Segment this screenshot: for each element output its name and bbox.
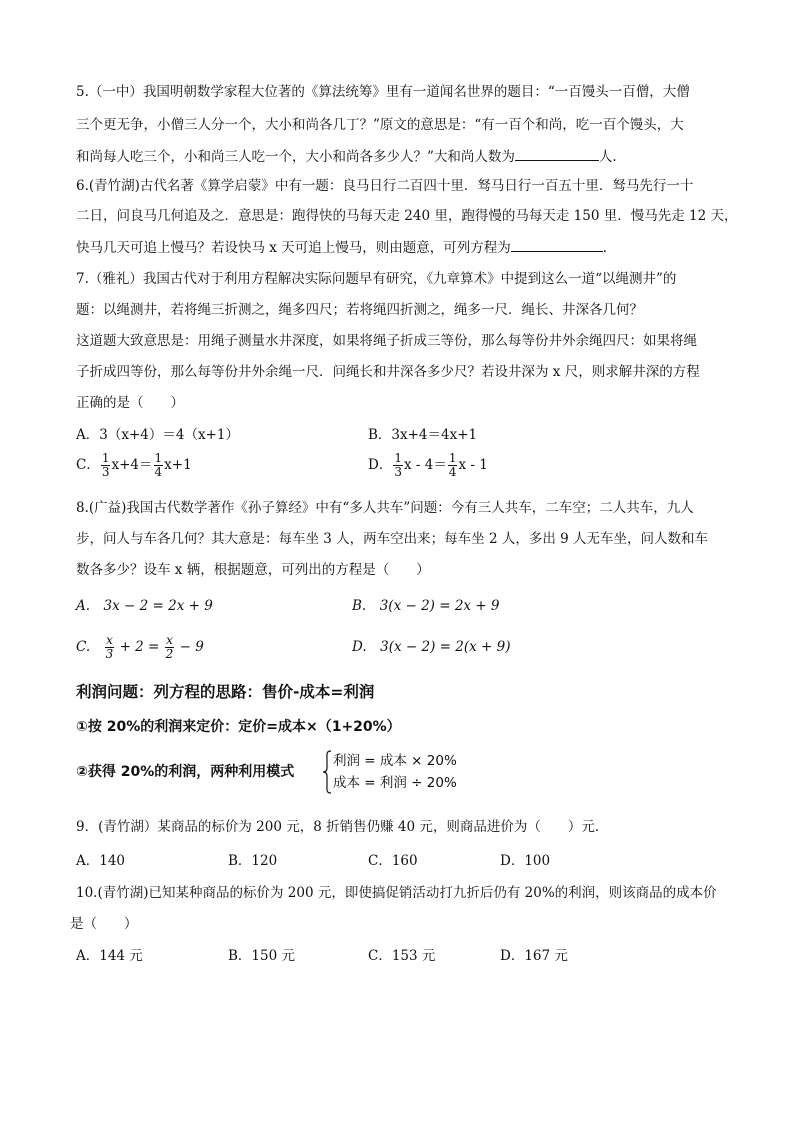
q10-option-b[interactable]: B．150 元 bbox=[228, 948, 295, 964]
q9-option-a[interactable]: A．140 bbox=[76, 853, 126, 869]
denominator: 2 bbox=[165, 647, 174, 661]
denominator: 3 bbox=[394, 465, 402, 479]
profit-rule-2: ②获得 20%的利润，两种利用模式 bbox=[76, 764, 295, 780]
q7-line-4: 子折成四等份，那么每等份井外余绳一尺．问绳长和井深各多少尺？若设井深为 x 尺，则求解井深的方程 bbox=[76, 364, 700, 380]
denominator: 4 bbox=[448, 465, 457, 479]
q8-option-a[interactable]: A. 3x − 2 = 2x + 9 bbox=[76, 598, 213, 614]
numerator: 1 bbox=[394, 451, 402, 465]
q7-d-fraction-2 bbox=[448, 452, 458, 479]
q5-line-3-end: 人. bbox=[598, 149, 617, 165]
profit-formulas bbox=[333, 750, 457, 794]
q7-c-fraction-2 bbox=[154, 452, 164, 479]
numerator: x bbox=[106, 633, 113, 647]
q7-option-d-label: D． bbox=[368, 457, 393, 473]
left-brace-icon bbox=[322, 750, 332, 794]
q7-d-fraction-1 bbox=[393, 452, 403, 479]
q9-option-d[interactable]: D．100 bbox=[500, 853, 551, 869]
q7-option-c[interactable] bbox=[76, 452, 192, 479]
q10-line-1: 10.(青竹湖)已知某种商品的标价为 200 元，即使搞促销活动打九折后仍有 20%的利润，则该商品的成本价 bbox=[76, 885, 717, 901]
q7-option-c-end: x+1 bbox=[164, 457, 192, 473]
denominator: 3 bbox=[101, 465, 110, 479]
q7-option-d[interactable] bbox=[368, 452, 488, 479]
denominator: 3 bbox=[105, 647, 114, 661]
q8-option-c-label: C. bbox=[76, 639, 104, 655]
q7-line-2: 题：以绳测井，若将绳三折测之，绳多四尺；若将绳四折测之，绳多一尺．绳长、井深各几何？ bbox=[76, 302, 643, 318]
q8-c-fraction-2 bbox=[165, 634, 175, 661]
numerator: 1 bbox=[448, 451, 457, 465]
q10-option-a[interactable]: A．144 元 bbox=[76, 948, 143, 964]
q6-line-2: 二日，问良马几何追及之．意思是：跑得快的马每天走 240 里，跑得慢的马每天走 150 里．慢马先走 12 天， bbox=[76, 208, 738, 224]
q7-option-c-label: C． bbox=[76, 457, 100, 473]
q8-line-3: 数各多少？设车 x 辆，根据题意，可列出的方程是（ ） bbox=[76, 562, 430, 578]
q8-c-fraction-1 bbox=[105, 634, 115, 661]
numerator: 1 bbox=[154, 451, 163, 465]
numerator: 1 bbox=[101, 451, 110, 465]
q5-line-1: 5.（一中）我国明朝数学家程大位著的《算法统筹》里有一道闻名世界的题目：“一百馒头一百僧，大僧 bbox=[76, 84, 690, 100]
q6-line-1: 6.(青竹湖)古代名著《算学启蒙》中有一题：良马日行二百四十里．驽马日行一百五十里．驽马先行一十 bbox=[76, 178, 694, 194]
q6-line-3 bbox=[76, 237, 616, 258]
q8-line-1: 8.(广益)我国古代数学著作《孙子算经》中有“多人共车”问题：今有三人共车，二车空；二人共车，九人 bbox=[76, 500, 694, 516]
q6-line-3-end: ． bbox=[602, 240, 617, 256]
denominator: 4 bbox=[154, 465, 163, 479]
q7-option-d-end: x - 1 bbox=[458, 457, 488, 473]
q5-line-3 bbox=[76, 146, 617, 167]
q6-line-3-text: 快马几天可追上慢马？若设快马 x 天可追上慢马，则由题意，可列方程为 bbox=[76, 240, 511, 256]
q8-option-c[interactable] bbox=[76, 634, 204, 661]
q8-option-c-mid: + 2 = bbox=[115, 639, 164, 655]
q8-option-c-end: − 9 bbox=[175, 639, 204, 655]
q10-option-c[interactable]: C．153 元 bbox=[368, 948, 436, 964]
q10-option-d[interactable]: D．167 元 bbox=[500, 948, 568, 964]
profit-formula-1: 利润 = 成本 × 20% bbox=[333, 753, 457, 769]
profit-section-title: 利润问题：列方程的思路：售价-成本=利润 bbox=[76, 683, 375, 701]
profit-formula-2: 成本 = 利润 ÷ 20% bbox=[333, 775, 457, 791]
q7-option-b[interactable]: B．3x+4＝4x+1 bbox=[368, 427, 478, 443]
q9-option-b[interactable]: B．120 bbox=[228, 853, 278, 869]
q7-c-fraction-1 bbox=[101, 452, 111, 479]
profit-rule-1: ①按 20%的利润来定价：定价=成本×（1+20%） bbox=[76, 719, 401, 735]
q7-option-d-mid: x - 4＝ bbox=[403, 457, 447, 473]
q6-answer-blank[interactable] bbox=[511, 237, 603, 252]
q8-option-d[interactable]: D. 3(x − 2) = 2(x + 9) bbox=[352, 639, 511, 655]
q7-option-a[interactable]: A．3（x+4）＝4（x+1） bbox=[76, 427, 239, 443]
q10-line-2: 是（ ） bbox=[70, 916, 138, 932]
q5-line-2: 三个更无争，小僧三人分一个，大小和尚各几丁？”原文的意思是：“有一百个和尚，吃一百个馒头，大 bbox=[76, 117, 684, 133]
q5-answer-blank[interactable] bbox=[515, 146, 599, 161]
q8-line-2: 步，问人与车各几何？其大意是：每车坐 3 人，两车空出来；每车坐 2 人，多出 9 人无车坐，问人数和车 bbox=[76, 531, 709, 547]
q7-option-c-mid: x+4＝ bbox=[111, 457, 153, 473]
q7-line-1: 7.（雅礼）我国古代对于利用方程解决实际问题早有研究，《九章算术》中提到这么一道“以绳测井”的 bbox=[76, 271, 677, 287]
q9-line-1: 9．(青竹湖）某商品的标价为 200 元，8 折销售仍赚 40 元，则商品进价为（ ）元． bbox=[76, 819, 609, 835]
q7-line-5: 正确的是（ ） bbox=[76, 395, 184, 411]
q7-line-3: 这道题大致意思是：用绳子测量水井深度，如果将绳子折成三等份，那么每等份井外余绳四尺：如果将绳 bbox=[76, 333, 697, 349]
q8-option-b[interactable]: B. 3(x − 2) = 2x + 9 bbox=[352, 598, 500, 614]
q9-option-c[interactable]: C．160 bbox=[368, 853, 418, 869]
q5-line-3-text: 和尚每人吃三个，小和尚三人吃一个，大小和尚各多少人？”大和尚人数为 bbox=[76, 149, 515, 165]
numerator: x bbox=[166, 633, 173, 647]
